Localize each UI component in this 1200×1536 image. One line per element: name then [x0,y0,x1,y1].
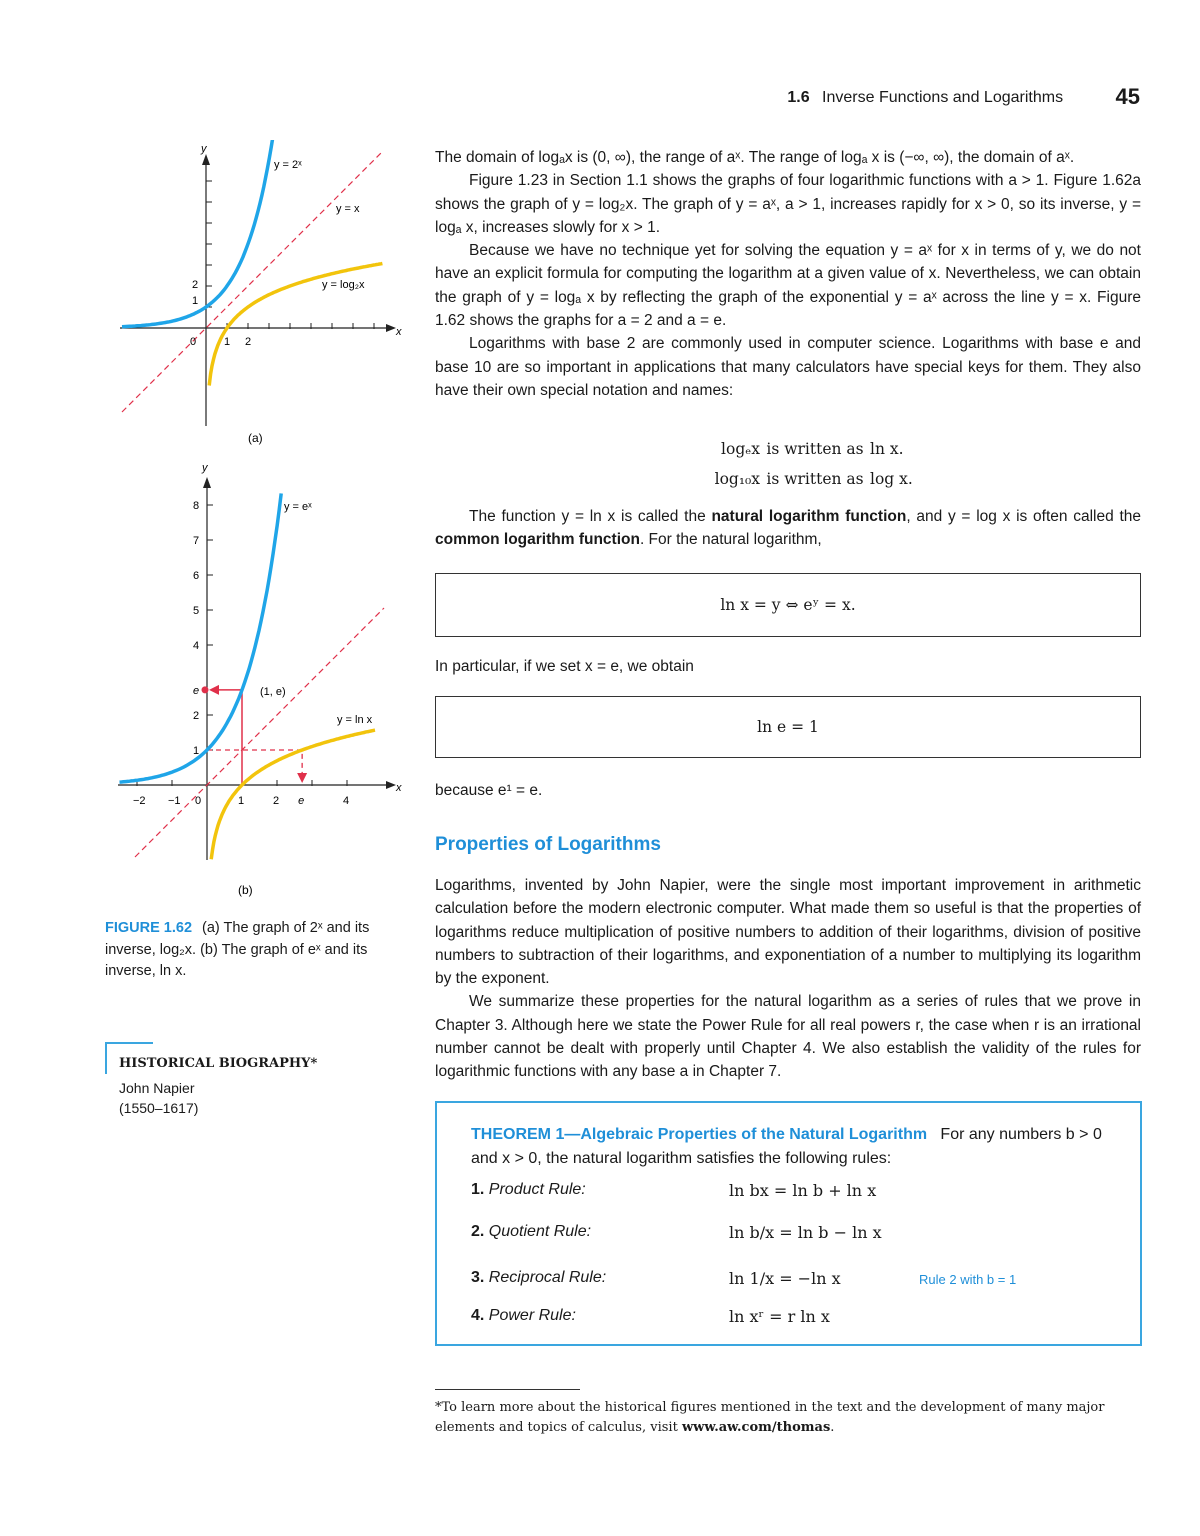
body-text-top [435,146,1141,402]
a-tick-0: 0 [190,336,197,348]
a-tick-y2: 2 [192,279,199,291]
curve-e-to-x [120,493,282,782]
rule-num: 1. [471,1181,485,1198]
b-ytick-label: 1 [193,745,200,757]
a-log-label: y = log₂x [322,279,365,291]
formula-quotient: ln b/x = ln b − ln x [729,1223,882,1242]
notation-log-right: log x. [870,470,913,488]
section-heading: Properties of Logarithms [435,834,661,855]
figure-caption-text: (a) The graph of 2ˣ and its inverse, log₂x. (b) The graph of eˣ and its inverse, ln x. [105,920,370,979]
formula-power: ln xʳ = r ln x [729,1307,830,1326]
formula-product: ln bx = ln b + ln x [729,1181,877,1200]
a-xlabel: x [396,326,402,338]
theorem-box [435,1101,1142,1346]
b-ytick-label: 6 [193,570,200,582]
paragraph-bases: Logarithms with base 2 are commonly used in computer science. Logarithms with base e and base 10 are so important in applications that many calculators have special keys for them. They also have their own special notation and names: [435,335,1141,399]
biography-label: HISTORICAL BIOGRAPHY* [119,1056,318,1071]
b-ytick-label: 8 [193,500,200,512]
paragraph-domain-range: The domain of logₐx is (0, ∞), the range of aˣ. The range of logₐ x is (−∞, ∞), the domain of aˣ. [435,149,1075,166]
a-line-label: y = x [336,203,360,215]
figure-b [100,455,410,900]
notation-log-mid: is written as [766,470,864,488]
term-natural-log: natural logarithm function [711,508,907,525]
x-axis-arrow [386,324,396,332]
b-ytick-label: 7 [193,535,200,547]
paragraph-figure-ref: Figure 1.23 in Section 1.1 shows the graphs of four logarithmic functions with a > 1. Figure 1.62a shows the graph of y = log₂x. The graph of y = aˣ, a > 1, increases rapidly for x > 0, so its inverse, y = logₐ x, increases slowly for x > 1. [435,172,1141,236]
b-ytick-label: e [193,684,200,697]
b-xtick-label: −2 [133,795,146,807]
paragraph-because: because e¹ = e. [435,782,543,799]
a-ylabel: y [201,143,207,155]
b-xtick-label: 4 [343,795,350,807]
rule-name: Power Rule: [488,1307,576,1324]
rule-name: Product Rule: [488,1181,586,1198]
paragraph-particular: In particular, if we set x = e, we obtain [435,658,694,675]
b-xtick-label: 0 [195,795,202,807]
a-tick-x1: 1 [224,336,231,348]
formula-reciprocal: ln 1/x = −ln x [729,1269,841,1288]
boxed-equation-ln-def [435,573,1141,637]
boxed-equation-ln-e [435,696,1141,758]
b-log-label: y = ln x [337,714,373,726]
footnote-text: *To learn more about the historical figures mentioned in the text and the development of many major elements and topics of calculus, visit [435,1400,1105,1435]
rule-num: 3. [471,1269,485,1286]
theorem-intro: For any numbers b > 0 and x > 0, the natural logarithm satisfies the following rules: [471,1126,1102,1167]
theorem-title: THEOREM 1—Algebraic Properties of the Natural Logarithm [471,1126,928,1143]
reciprocal-note: Rule 2 with b = 1 [919,1272,1017,1287]
running-header [787,84,1140,110]
box2-text: ln e = 1 [757,718,819,736]
p5-e: . For the natural logarithm, [639,531,822,549]
b-xtick-label: e [298,795,305,807]
paragraph-summary: We summarize these properties for the natural logarithm as a series of rules that we prove in Chapter 3. Although here we state the Power Rule for all real powers r, the case when r is an irrational number cannot be dealt with properly until Chapter 4. We also establish the validity of the rules for logarithmic functions with any base a in Chapter 7. [435,993,1141,1081]
figure-caption [105,918,405,983]
y-axis-arrow [203,477,211,488]
paragraph-napier: Logarithms, invented by John Napier, were the single most important improvement in arithmetic calculation before the modern electronic computer. What made them so useful is that the properties of logarithms reduce multiplication of positive numbers to addition of their logarithms, division of positive numbers to subtraction of their logarithms, and exponentiation of a number to multiplying its logarithm by the exponent. [435,877,1141,988]
notation-ln-left: logₑx [721,440,760,458]
b-panel-label: (b) [238,883,253,897]
paragraph-reflection: Because we have no technique yet for solving the equation y = aˣ for x in terms of y, we do not have an explicit formula for computing the logarithm at a given value of x. Nevertheless, we can obtain the graph of y = logₐ x by reflecting the graph of the exponential y = aˣ across the line y = x. Figure 1.62 shows the graphs for a = 2 and a = e. [435,242,1141,330]
notation-display [640,440,960,500]
rule-name: Reciprocal Rule: [488,1269,607,1286]
rule-name: Quotient Rule: [488,1223,592,1240]
arrow-to-e-on-y [209,685,219,695]
b-ylabel: y [202,462,208,474]
notation-ln-right: ln x. [870,440,904,458]
y-axis-arrow [202,154,210,165]
figure-label: FIGURE 1.62 [105,920,193,936]
notation-log-left: log₁₀x [714,470,760,488]
point-e-on-y [202,686,209,693]
b-ytick-label: 5 [193,605,200,617]
rule-power [471,1307,576,1325]
notation-ln-mid: is written as [766,440,864,458]
arrow-to-e-on-x [297,773,307,783]
rule-reciprocal [471,1269,606,1287]
b-point-label: (1, e) [260,686,286,698]
a-panel-label: (a) [248,431,263,445]
biography-years: (1550–1617) [119,1100,199,1116]
footnote-end: . [830,1420,835,1435]
b-xtick-label: 2 [273,795,280,807]
term-common-log: common logarithm function [435,531,640,549]
p5-c: , and y = log x is often called the [906,508,1142,525]
rule-num: 2. [471,1223,485,1240]
rule-quotient [471,1223,591,1241]
theorem-header [471,1123,1111,1171]
figure-a [100,140,410,460]
paragraph-natural-log [435,505,1141,552]
a-tick-y1: 1 [192,295,199,307]
x-axis-arrow [386,781,396,789]
a-exp-label: y = 2ˣ [274,159,302,171]
b-exp-label: y = eˣ [284,501,312,513]
biography-name[interactable]: John Napier [119,1080,195,1096]
b-xtick-label: 1 [238,795,245,807]
footnote-rule [435,1389,580,1390]
b-ytick-label: 4 [193,640,200,652]
b-ytick-label: 2 [193,710,200,722]
a-tick-x2: 2 [245,336,252,348]
p5-a: The function y = ln x is called the [469,508,712,525]
body-text-properties [435,874,1141,1084]
b-xlabel: x [396,782,402,794]
page-number: 45 [1115,84,1140,109]
section-number: 1.6 [787,89,810,106]
line-y-equals-x [135,608,384,857]
footnote-link[interactable]: www.aw.com/thomas [681,1420,831,1435]
box1-text: ln x = y ⇔ eʸ = x. [720,596,856,614]
rule-product [471,1181,586,1199]
rule-num: 4. [471,1307,485,1324]
section-title: Inverse Functions and Logarithms [822,89,1064,106]
b-xtick-label: −1 [168,795,181,807]
footnote [435,1398,1135,1438]
